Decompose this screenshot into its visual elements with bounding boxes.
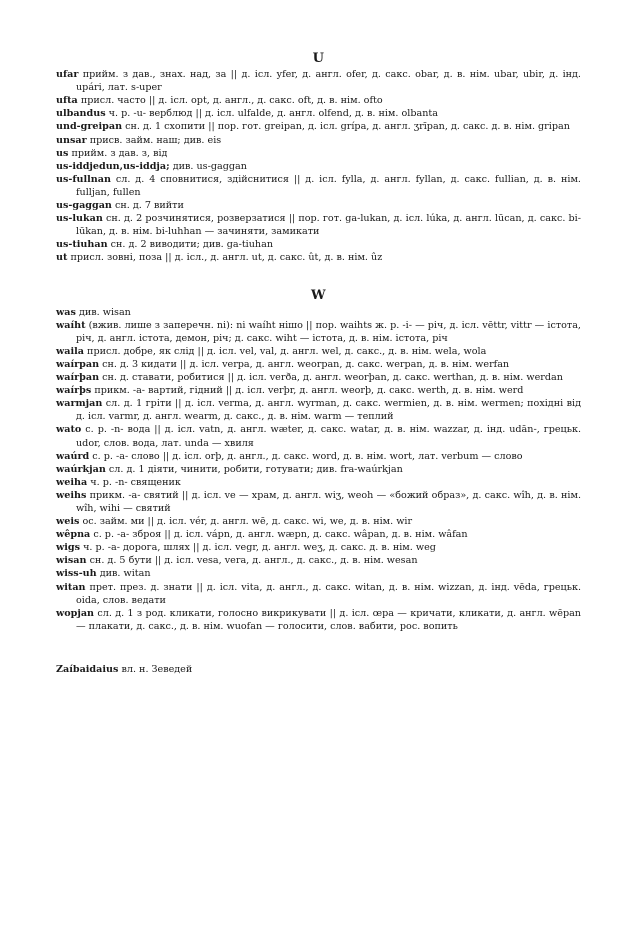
dictionary-entry bbox=[56, 251, 581, 264]
dictionary-entry bbox=[56, 567, 581, 580]
entry-headword: ulbandus bbox=[56, 108, 106, 120]
dictionary-entry bbox=[56, 554, 581, 567]
entry-headword: weis bbox=[56, 516, 80, 528]
section-letter-w: W bbox=[310, 287, 327, 303]
entry-headword: ufar bbox=[56, 69, 79, 81]
entry-headword: weiha bbox=[56, 476, 88, 488]
entry-body: прет. през. д. знати || д. ісл. vita, д. англ., д. сакс. witan, д. в. нім. wizzan, д. інд. vēda, грецьк. oida, слов. ведати bbox=[76, 581, 581, 606]
entry-headword: waíht bbox=[56, 319, 86, 331]
dictionary-page bbox=[56, 52, 581, 676]
dictionary-entry bbox=[56, 306, 581, 319]
entry-body: прийм. з дав., знах. над, за || д. ісл. yfer, д. англ. ofer, д. сакс. obar, д. в. нім. ubar, ubir, д. інд. upári, лат. s-uper bbox=[76, 69, 581, 94]
entry-body: прикм. -a- вартий, гідний || д. ісл. verþr, д. англ. weorþ, д. сакс. werth, д. в. нім. werd bbox=[94, 385, 524, 397]
entry-headword: waírþs bbox=[56, 385, 92, 397]
dictionary-entry bbox=[56, 94, 581, 107]
entry-headword: us-tiuhan bbox=[56, 239, 108, 251]
dictionary-entry bbox=[56, 541, 581, 554]
entry-body: с. р. -n- вода || д. ісл. vatn, д. англ. wæter, д. сакс. watar, д. в. нім. wazzar, д. інд. udān-, грецьк. udor, слов. вода, лат. unda — хвиля bbox=[76, 424, 581, 449]
entry-body: ос. займ. ми || д. ісл. vér, д. англ. wē, д. сакс. wi, we, д. в. нім. wir bbox=[82, 516, 413, 528]
entry-headword: wêpna bbox=[56, 529, 91, 541]
entry-body: прийм. з дав. з, від bbox=[71, 147, 168, 159]
entry-body: присл. зовні, поза || д. ісл., д. англ. ut, д. сакс. ût, д. в. нім. ûz bbox=[70, 252, 383, 264]
entry-body: вл. н. Зеведей bbox=[121, 663, 193, 675]
entry-headword: us-fullnan bbox=[56, 173, 111, 185]
entry-body: сл. д. 1 гріти || д. ісл. verma, д. англ. wyrman, д. сакс. wermien, д. в. нім. wermen; похідні від д. ісл. varmr, д. англ. wearm, д. сакс., д. в. нім. warm — теплий bbox=[76, 398, 581, 423]
entry-body: прикм. -a- святий || д. ісл. ve — храм, д. англ. wiʒ, weoh — «божий образ», д. сакс. wîh, д. в. нім. wîh, wihi — святий bbox=[76, 489, 582, 514]
entry-headword: waírþan bbox=[56, 372, 100, 384]
entry-headword: us-iddjedun,us-iddja; bbox=[56, 160, 170, 172]
entry-headword: weihs bbox=[56, 489, 87, 501]
entry-headword: und-greipan bbox=[56, 121, 123, 133]
entry-body: сн. д. 2 розчинятися, розверзатися || пор. гот. ga-lukan, д. ісл. lúka, д. англ. lūcan, д. сакс. bi-lūkan, д. в. нім. bi-luhhan — зачиняти, замикати bbox=[76, 213, 581, 238]
dictionary-entry bbox=[56, 160, 581, 173]
entry-headword: us bbox=[56, 147, 69, 159]
entry-body: ч. р. -u- верблюд || д. ісл. ulfalde, д. англ. olfend, д. в. нім. olbanta bbox=[108, 108, 438, 120]
dictionary-entry bbox=[56, 147, 581, 160]
entries-w bbox=[56, 306, 581, 633]
entry-headword: waúrkjan bbox=[56, 463, 106, 475]
dictionary-entry bbox=[56, 476, 581, 489]
entry-headword: ut bbox=[56, 252, 68, 264]
section-letter-u: U bbox=[312, 51, 325, 66]
entries-u bbox=[56, 68, 581, 264]
entry-body: ч. р. -a- дорога, шлях || д. ісл. vegr, д. англ. weʒ, д. сакс. д. в. нім. weg bbox=[83, 542, 436, 554]
dictionary-entry bbox=[56, 581, 581, 607]
dictionary-entry bbox=[56, 515, 581, 528]
entry-headword: was bbox=[56, 306, 76, 318]
dictionary-entry bbox=[56, 423, 581, 449]
dictionary-entry bbox=[56, 199, 581, 212]
entry-body: див. witan bbox=[99, 568, 151, 580]
dictionary-entry bbox=[56, 134, 581, 147]
entry-body: див. wisan bbox=[78, 306, 131, 318]
entry-headword: wopjan bbox=[56, 607, 95, 619]
entry-body: с. р. -a- зброя || д. ісл. vápn, д. англ. wæpn, д. сакс. wâpan, д. в. нім. wâfan bbox=[93, 529, 468, 541]
entry-headword: waila bbox=[56, 345, 84, 357]
dictionary-entry bbox=[56, 120, 581, 133]
entry-body: див. us-gaggan bbox=[172, 160, 247, 172]
entry-body: сн. д. ставати, робитися || д. ісл. verða, д. англ. weorþan, д. сакс. werthan, д. в. нім. werdan bbox=[102, 372, 563, 384]
entry-headword: us-lukan bbox=[56, 213, 103, 225]
dictionary-entry-tail bbox=[56, 663, 581, 676]
dictionary-entry bbox=[56, 238, 581, 251]
dictionary-entry bbox=[56, 68, 581, 94]
entry-body: сл. д. 1 діяти, чинити, робити, готувати; див. fra-waúrkjan bbox=[108, 463, 403, 475]
entry-headword: us-gaggan bbox=[56, 200, 112, 212]
entry-headword: witan bbox=[56, 581, 86, 593]
entry-headword: wisan bbox=[56, 555, 87, 567]
entry-body: сл. д. 4 сповнитися, здійснитися || д. ісл. fylla, д. англ. fyllan, д. сакс. fullian, д. в. нім. fulljan, fullen bbox=[76, 173, 581, 198]
entry-body: сн. д. 5 бути || д. ісл. vesa, vera, д. англ., д. сакс., д. в. нім. wesan bbox=[89, 555, 418, 567]
dictionary-entry bbox=[56, 371, 581, 384]
entry-body: присл. добре, як слід || д. ісл. vel, val, д. англ. wel, д. сакс., д. в. нім. wela, wola bbox=[87, 345, 487, 357]
entry-headword: wiss-uh bbox=[56, 568, 97, 580]
entry-headword: wato bbox=[56, 424, 82, 436]
entry-body: сн. д. 7 вийти bbox=[114, 200, 184, 212]
entry-headword: wigs bbox=[56, 542, 81, 554]
dictionary-entry bbox=[56, 463, 581, 476]
entry-headword: waírpan bbox=[56, 358, 100, 370]
dictionary-entry bbox=[56, 450, 581, 463]
dictionary-entry bbox=[56, 358, 581, 371]
entry-body: сн. д. 2 виводити; див. ga-tiuhan bbox=[110, 239, 274, 251]
entry-body: с. р. -a- слово || д. ісл. orþ, д. англ., д. сакс. word, д. в. нім. wort, лат. verbum — слово bbox=[92, 450, 523, 462]
entry-body: присв. займ. наш; див. eis bbox=[89, 134, 222, 146]
dictionary-entry bbox=[56, 607, 581, 633]
dictionary-entry bbox=[56, 384, 581, 397]
entry-body: присл. часто || д. ісл. opt, д. англ., д. сакс. oft, д. в. нім. ofto bbox=[80, 95, 383, 107]
entry-headword: waúrd bbox=[56, 450, 90, 462]
entry-body: сн. д. 1 схопити || пор. гот. greipan, д. ісл. grípa, д. англ. ʒrīpan, д. сакс. д. в. нім. gripan bbox=[125, 121, 570, 133]
entry-headword: warmjan bbox=[56, 398, 103, 410]
dictionary-entry bbox=[56, 319, 581, 345]
dictionary-entry bbox=[56, 212, 581, 238]
entry-body: ч. р. -n- священик bbox=[90, 476, 181, 488]
dictionary-entry bbox=[56, 489, 581, 515]
dictionary-entry bbox=[56, 173, 581, 199]
entry-headword: unsar bbox=[56, 134, 87, 146]
entry-body: (вжив. лише з заперечн. ni): ni waíht нішо || пор. waihts ж. р. -i- — річ, д. ісл. vēttr, vittr — істота, річ, д. англ. істота, демон, річ; д. сакс. wiht — істота, д. в. нім. істота, річ bbox=[76, 319, 581, 344]
dictionary-entry bbox=[56, 107, 581, 120]
dictionary-entry bbox=[56, 345, 581, 358]
entry-headword: ufta bbox=[56, 95, 78, 107]
entry-body: сл. д. 1 з род. кликати, голосно викрикувати || д. ісл. œpa — кричати, кликати, д. англ. wēpan — плакати, д. сакс., д. в. нім. wuofan — голосити, слов. вабити, рос. вопить bbox=[76, 607, 581, 632]
entry-headword: Zaíbaidaius bbox=[56, 663, 119, 675]
dictionary-entry bbox=[56, 528, 581, 541]
entry-body: сн. д. 3 кидати || д. ісл. verpa, д. англ. weorpan, д. сакс. werpan, д. в. нім. werfan bbox=[102, 358, 510, 370]
dictionary-entry bbox=[56, 397, 581, 423]
